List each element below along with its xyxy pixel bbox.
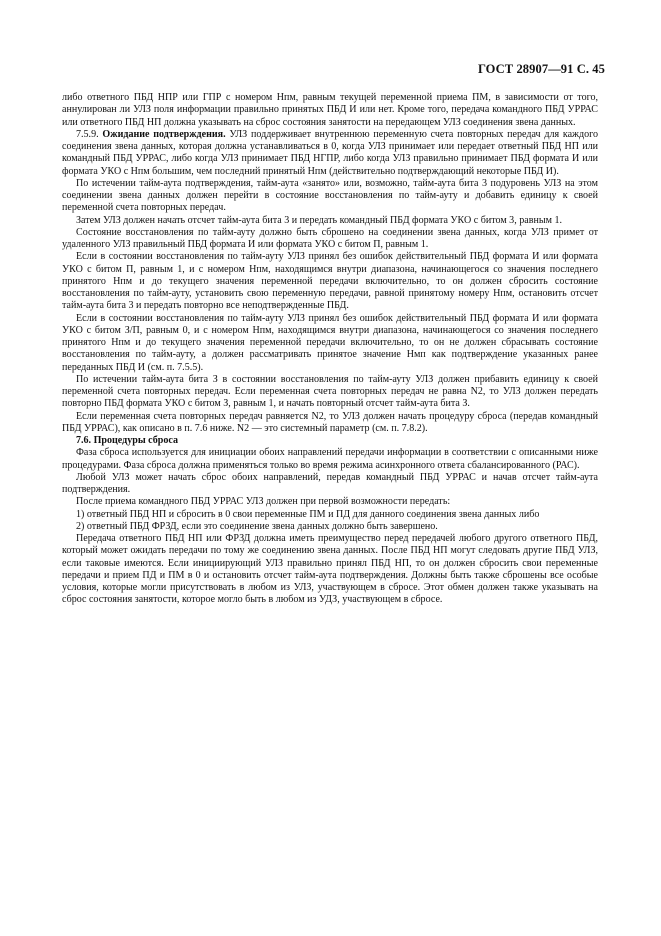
section-number: 7.6. (76, 435, 92, 446)
paragraph: Если в состоянии восстановления по тайм-ауту УЛЗ принял без ошибок действительный ПБД формата И или формата УКО с битом П, равным 1, и с номером Нпм, находящимся внутри диапазона, начинающегося со значения последнего принятого Нпм и до текущего значения переменной передачи включительно, то он должен сбросить состояние восстановления по тайм-ауту, установить свою переменную передачи, равной принятому номеру Нпм, остановить отсчет тайм-аута бита 3 и передать повторно все неподтвержденные ПБД. (62, 251, 598, 312)
section-7-6-heading (62, 435, 598, 447)
paragraph: По истечении тайм-аута бита З в состоянии восстановления по тайм-ауту УЛЗ должен прибавить единицу к своей переменной счета повторных передач. Если переменная счета повторных передач не равна N2, то УЛЗ должен передать повторно ПБД формата УКО с битом З, равным 1, и начать повторный отсчет тайм-аута бита З. (62, 373, 598, 410)
paragraph: После приема командного ПБД УРРАС УЛЗ должен при первой возможности передать: (76, 496, 451, 508)
document-body (62, 92, 598, 607)
list-item: 2) ответный ПБД ФРЗД, если это соединение звена данных должно быть завершено. (76, 520, 438, 532)
paragraph: либо ответного ПБД НПР или ГПР с номером Нпм, равным текущей переменной приема ПМ, в зависимости от того, аннулирован ли УЛЗ поля информации правильно принятых ПБД И или нет. Кроме того, передача командного ПБД УРРАС или ответного ПБД НП должна указывать на сброс состояния занятости на передающем УЛЗ соединения звена данных. (62, 92, 598, 128)
section-title: Процедуры сброса (93, 435, 179, 446)
paragraph: Если переменная счета повторных передач равняется N2, то УЛЗ должен начать процедуру сброса (передав командный ПБД УРРАС), как описано в п. 7.6 ниже. N2 — это системный параметр (см. п. 7.8.2). (62, 410, 598, 434)
list-item: 1) ответный ПБД НП и сбросить в 0 свои переменные ПМ и ПД для данного соединения звена данных либо (76, 508, 540, 520)
section-7-5-9-paragraph (62, 129, 598, 178)
section-text: УЛЗ поддерживает внутреннюю переменную счета повторных передач для каждого соединения звена данных, которая должна устанавливаться в 0, когда УЛЗ принимает или передает ответный ПБД НП или командный ПБД УРРАС, либо когда УЛЗ принимает ПБД НГПР, либо когда УЛЗ правильно принимает ПБД формата И или формата УКО с Нпм большим, чем последний принятый Нпм (действительно подтверждающий некоторые ПБД И). (62, 128, 598, 177)
paragraph: Если в состоянии восстановления по тайм-ауту УЛЗ принял без ошибок действительный ПБД формата И или формата УКО с битом З/П, равным 0, и с номером Нпм, находящимся внутри диапазона, начинающегося со значения последнего принятого Нпм и до текущего значения переменной передачи включительно, то он не должен сбрасывать состояние восстановления по тайм-ауту, а должен рассматривать принятое значение Нмп как подтверждение указанных ранее переданных ПБД И (см. п. 7.5.5). (62, 312, 598, 373)
paragraph: Любой УЛЗ может начать сброс обоих направлений, передав командный ПБД УРРАС и начав отсчет тайм-аута подтверждения. (62, 471, 598, 495)
paragraph: Передача ответного ПБД НП или ФРЗД должна иметь преимущество перед передачей любого другого ответного ПБД, который может ожидать передачи по тому же соединению звена данных. После ПБД НП могут следовать другие ПБД УЛЗ, если таковые имеются. Если инициирующий УЛЗ правильно принял ПБД НП, то он должен сбросить свои переменные передачи и прием ПД и ПМ в 0 и остановить отсчет тайм-аута подтверждения. Должны быть также сброшены все особые условия, которые могли присутствовать в любом из УЛЗ, участвующем в сбросе. Этот обмен должен также указывать на сброс состояния занятости, которое могло быть в любом из УДЗ, участвующем в сбросе. (62, 533, 598, 606)
section-number: 7.5.9. (76, 128, 99, 140)
section-title: Ожидание подтверждения. (102, 128, 226, 140)
paragraph: По истечении тайм-аута подтверждения, тайм-аута «занято» или, возможно, тайм-аута бита 3 подуровень УЛЗ на этом соединении звена данных должен перейти в состояние восстановления по тайм-ауту и добавить единицу к своей переменной счета повторных передач. (62, 177, 598, 214)
paragraph: Фаза сброса используется для инициации обоих направлений передачи информации в соответствии с описанными ниже процедурами. Фаза сброса должна применяться только во время режима асинхронного ответа сбалансированного (РАС). (62, 447, 598, 471)
page-header: ГОСТ 28907—91 С. 45 (477, 62, 605, 76)
paragraph: Затем УЛЗ должен начать отсчет тайм-аута бита 3 и передать командный ПБД формата УКО с битом 3, равным 1. (76, 214, 562, 226)
paragraph: Состояние восстановления по тайм-ауту должно быть сброшено на соединении звена данных, когда УЛЗ примет от удаленного УЛЗ правильный ПБД формата И или формата УКО с битом П, равным 1. (62, 226, 598, 250)
